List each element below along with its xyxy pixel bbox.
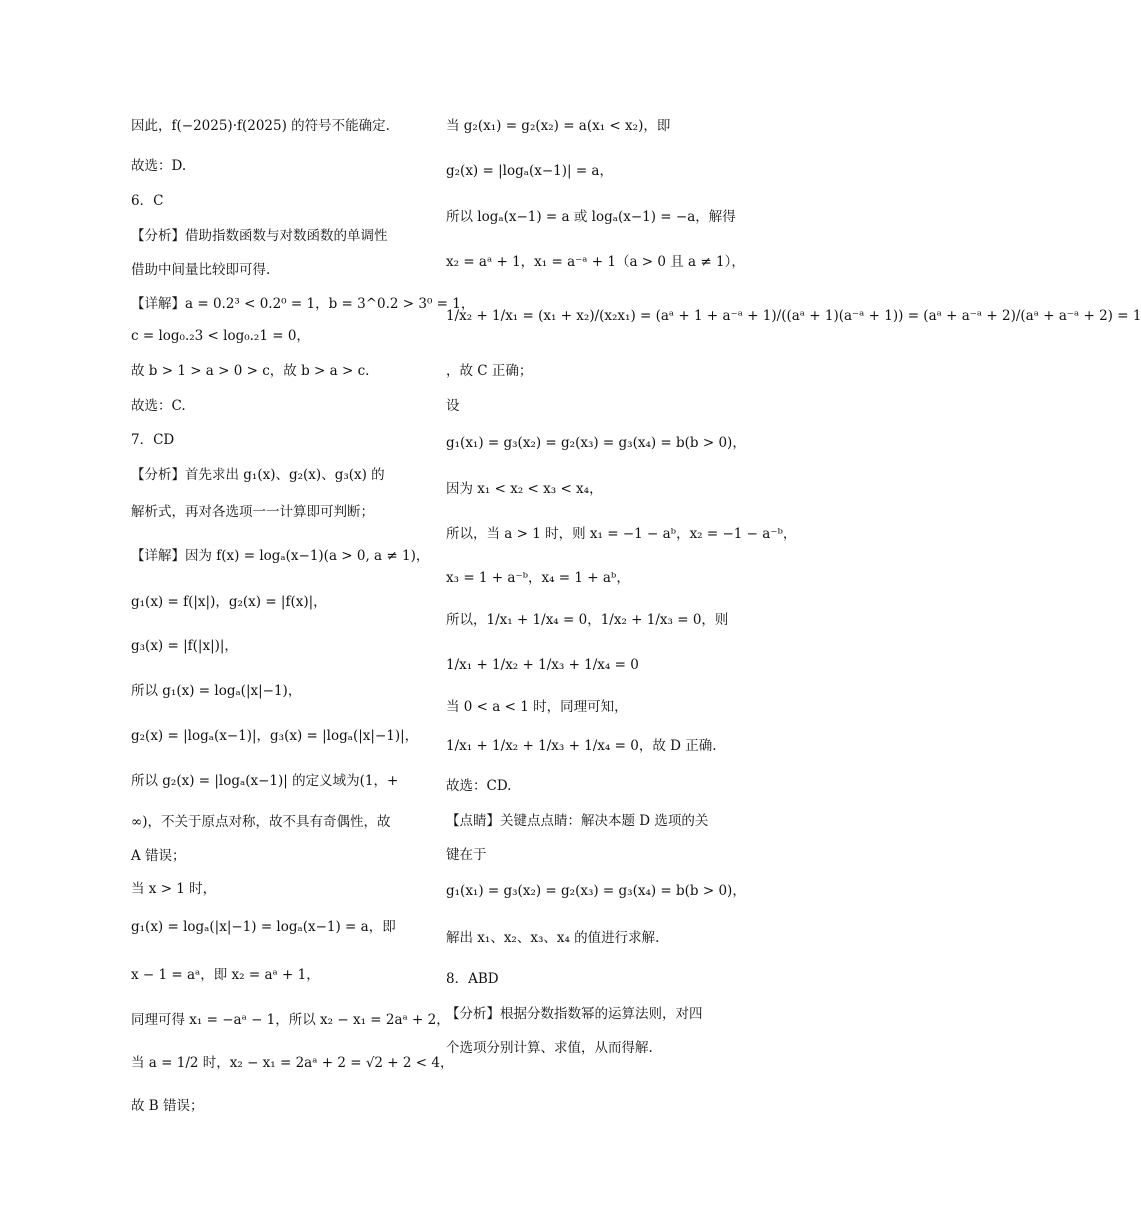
right-column-line: 个选项分别计算、求值，从而得解. [446,1040,653,1056]
right-column-line: 键在于 [446,847,487,863]
left-column-line: 故 b > 1 > a > 0 > c，故 b > a > c. [131,363,370,379]
right-column-line: 【点睛】关键点点睛：解决本题 D 选项的关 [446,813,709,829]
left-column-line: x − 1 = aᵃ，即 x₂ = aᵃ + 1， [131,967,320,983]
right-column-line: 设 [446,398,460,414]
left-column-line: 【分析】首先求出 g₁(x)、g₂(x)、g₃(x) 的 [131,467,385,483]
left-column-line: 同理可得 x₁ = −aᵃ − 1，所以 x₂ − x₁ = 2aᵃ + 2， [131,1012,450,1028]
left-column-line: 【详解】因为 f(x) = logₐ(x−1)(a > 0, a ≠ 1)， [131,548,430,564]
right-column-line: 故选：CD. [446,778,512,794]
right-column-line: 解出 x₁、x₂、x₃、x₄ 的值进行求解. [446,930,660,946]
right-column-line: g₂(x) = |logₐ(x−1)| = a， [446,163,613,179]
left-column-line: 当 a = 1/2 时，x₂ − x₁ = 2aᵃ + 2 = √2 + 2 < 4， [131,1055,454,1071]
right-column-line: g₁(x₁) = g₃(x₂) = g₂(x₃) = g₃(x₄) = b(b > 0)， [446,883,746,899]
left-column-line: ∞)，不关于原点对称，故不具有奇偶性，故 [131,814,391,830]
left-column-line: g₁(x) = f(|x|)，g₂(x) = |f(x)|， [131,594,327,610]
left-column-line: 【详解】a = 0.2³ < 0.2⁰ = 1，b = 3^0.2 > 3⁰ = 1， [131,296,475,312]
right-column-line: 因为 x₁ < x₂ < x₃ < x₄， [446,481,603,497]
left-column-line: 借助中间量比较即可得. [131,262,271,278]
left-column-line: 【分析】借助指数函数与对数函数的单调性 [131,228,388,244]
right-column-line: 当 0 < a < 1 时，同理可知， [446,699,628,715]
right-column-line: x₂ = aᵃ + 1，x₁ = a⁻ᵃ + 1（a > 0 且 a ≠ 1）， [446,254,745,270]
left-column-line: g₂(x) = |logₐ(x−1)|，g₃(x) = |logₐ(|x|−1)|， [131,728,419,744]
left-column-line: 6．C [131,193,164,209]
right-column-line: 所以 logₐ(x−1) = a 或 logₐ(x−1) = −a，解得 [446,209,736,225]
right-column-line: x₃ = 1 + a⁻ᵇ，x₄ = 1 + aᵇ， [446,570,630,586]
left-column-line: g₁(x) = logₐ(|x|−1) = logₐ(x−1) = a，即 [131,919,396,935]
left-column-line: 解析式，再对各选项一一计算即可判断； [131,504,374,520]
right-column-line: 【分析】根据分数指数幂的运算法则，对四 [446,1006,703,1022]
left-column-line: 因此，f(−2025)·f(2025) 的符号不能确定. [131,118,390,134]
right-column-line: 所以，当 a > 1 时，则 x₁ = −1 − aᵇ，x₂ = −1 − a⁻ᵇ， [446,526,797,542]
right-column-line: 1/x₁ + 1/x₂ + 1/x₃ + 1/x₄ = 0 [446,657,639,673]
left-column-line: A 错误； [131,848,186,864]
left-column-line: c = log₀.₂3 < log₀.₂1 = 0， [131,328,310,344]
left-column-line: g₃(x) = |f(|x|)|， [131,638,238,654]
left-column-line: 故选：D. [131,158,187,174]
right-column-line: ，故 C 正确； [446,363,533,379]
left-column-line: 所以 g₂(x) = |logₐ(x−1)| 的定义域为(1，+ [131,773,399,789]
left-column-line: 7．CD [131,432,175,448]
left-column-line: 故 B 错误； [131,1098,204,1114]
right-column-line: 所以，1/x₁ + 1/x₄ = 0，1/x₂ + 1/x₃ = 0，则 [446,612,729,628]
right-column-line: g₁(x₁) = g₃(x₂) = g₂(x₃) = g₃(x₄) = b(b > 0)， [446,435,746,451]
right-column-line: 1/x₂ + 1/x₁ = (x₁ + x₂)/(x₂x₁) = (aᵃ + 1 + a⁻ᵃ + 1)/((aᵃ + 1)(a⁻ᵃ + 1)) = (aᵃ + a⁻ᵃ + 2)/(aᵃ + a⁻ᵃ + 2) = 1 [446,308,1141,324]
left-column-line: 当 x > 1 时， [131,881,217,897]
left-column-line: 所以 g₁(x) = logₐ(|x|−1)， [131,683,302,699]
left-column-line: 故选：C. [131,398,186,414]
right-column-line: 当 g₂(x₁) = g₂(x₂) = a(x₁ < x₂)，即 [446,118,671,134]
right-column-line: 1/x₁ + 1/x₂ + 1/x₃ + 1/x₄ = 0，故 D 正确. [446,738,717,754]
right-column-line: 8．ABD [446,971,499,987]
